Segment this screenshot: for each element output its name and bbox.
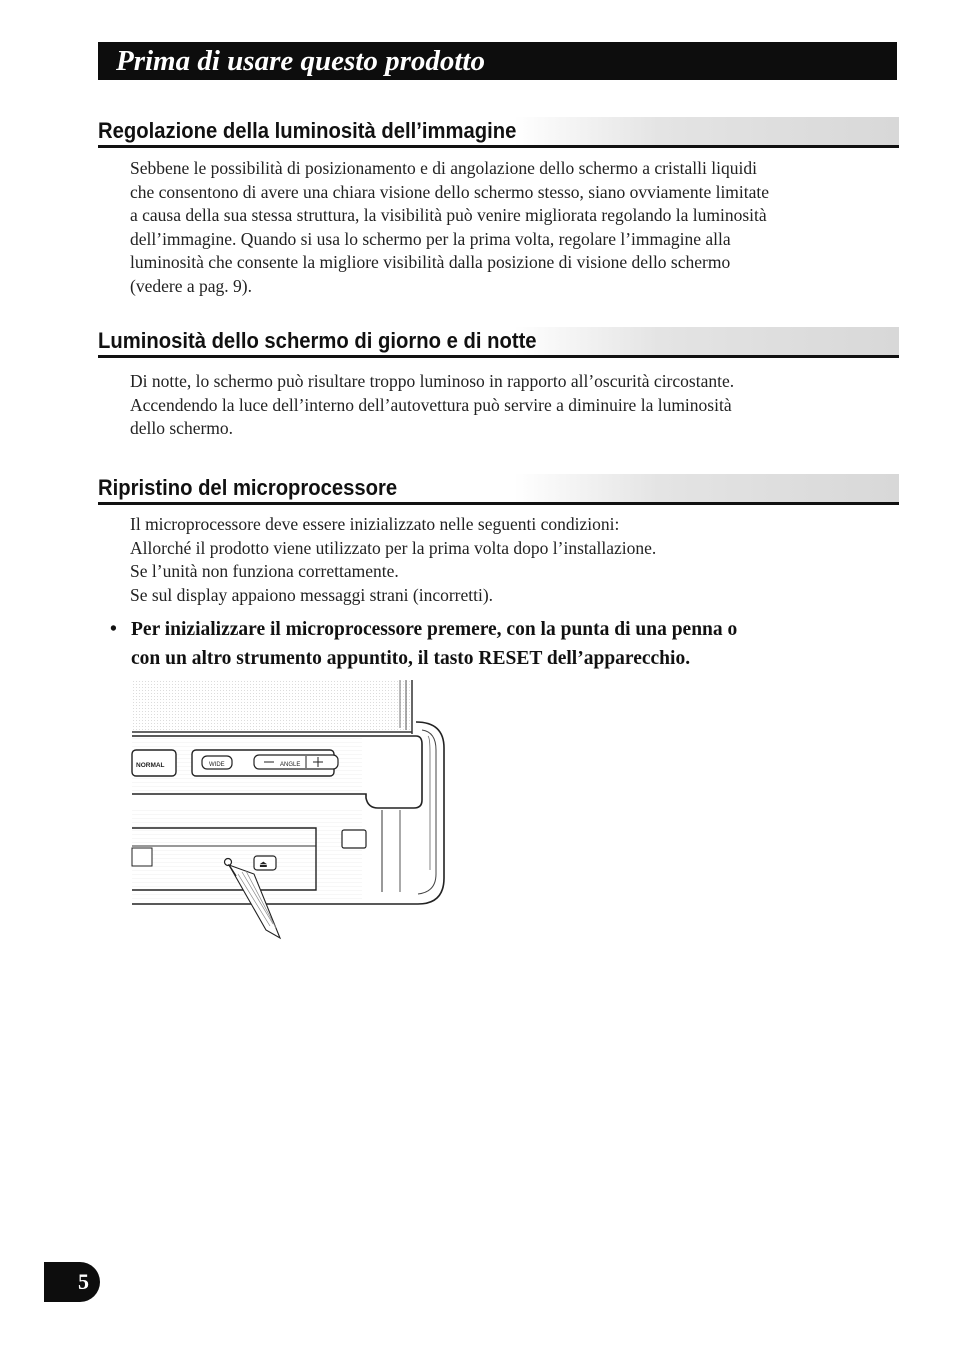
section-heading-reset xyxy=(98,474,899,505)
bullet-marker: • xyxy=(110,619,117,640)
paragraph-line: Accendendo la luce dell’interno dell’autovettura può servire a diminuire la luminosità xyxy=(130,394,732,415)
paragraph-line: dello schermo. xyxy=(130,418,234,438)
eject-icon: ⏏ xyxy=(259,860,268,870)
unit-drawing xyxy=(130,678,460,943)
reset-hole-icon xyxy=(225,859,232,866)
bullet-line: con un altro strumento appuntito, il tasto RESET dell’apparecchio. xyxy=(131,648,691,669)
reset-illustration xyxy=(130,678,460,943)
paragraph-line: (vedere a pag. 9). xyxy=(130,275,252,296)
section-heading-brightness xyxy=(98,117,899,148)
section-body-reset xyxy=(130,513,880,607)
chapter-banner xyxy=(98,42,897,80)
section-title: Regolazione della luminosità dell’immagine xyxy=(98,118,517,143)
section-heading-day-night xyxy=(98,327,899,358)
paragraph-line: Il microprocessore deve essere inizializzato nelle seguenti condizioni: xyxy=(130,514,620,534)
normal-button-label: NORMAL xyxy=(136,762,165,769)
paragraph-line: a causa della sua stessa struttura, la visibilità può venire migliorata regolando la luminosità xyxy=(130,205,767,225)
paragraph-line: Se sul display appaiono messaggi strani (incorretti). xyxy=(130,584,494,605)
paragraph-line: dell’immagine. Quando si usa lo schermo per la prima volta, regolare l’immagine alla xyxy=(130,228,731,249)
section-body-brightness xyxy=(130,157,880,298)
section-body-day-night xyxy=(130,370,880,441)
paragraph-line: Se l’unità non funziona correttamente. xyxy=(130,561,399,581)
section-title: Ripristino del microprocessore xyxy=(98,475,398,500)
paragraph-line: luminosità che consente la migliore visibilità dalla posizione di visione dello schermo xyxy=(130,252,731,272)
paragraph-line: Di notte, lo schermo può risultare troppo luminoso in rapporto all’oscurità circostante. xyxy=(130,371,735,391)
instruction-bullet xyxy=(110,615,870,673)
bullet-line: Per inizializzare il microprocessore premere, con la punta di una penna o xyxy=(131,619,738,640)
page-number: 5 xyxy=(78,1269,89,1294)
paragraph-line: Sebbene le possibilità di posizionamento e di angolazione dello schermo a cristalli liquidi xyxy=(130,158,757,178)
paragraph-line: che consentono di avere una chiara visione dello schermo stesso, siano ovviamente limitate xyxy=(130,181,770,202)
page-number-tab xyxy=(44,1262,100,1302)
section-title: Luminosità dello schermo di giorno e di notte xyxy=(98,328,537,353)
wide-button-label: WIDE xyxy=(209,762,225,768)
paragraph-line: Allorché il prodotto viene utilizzato per la prima volta dopo l’installazione. xyxy=(130,537,657,558)
chapter-title: Prima di usare questo prodotto xyxy=(116,45,485,77)
angle-button-label: ANGLE xyxy=(280,762,301,768)
